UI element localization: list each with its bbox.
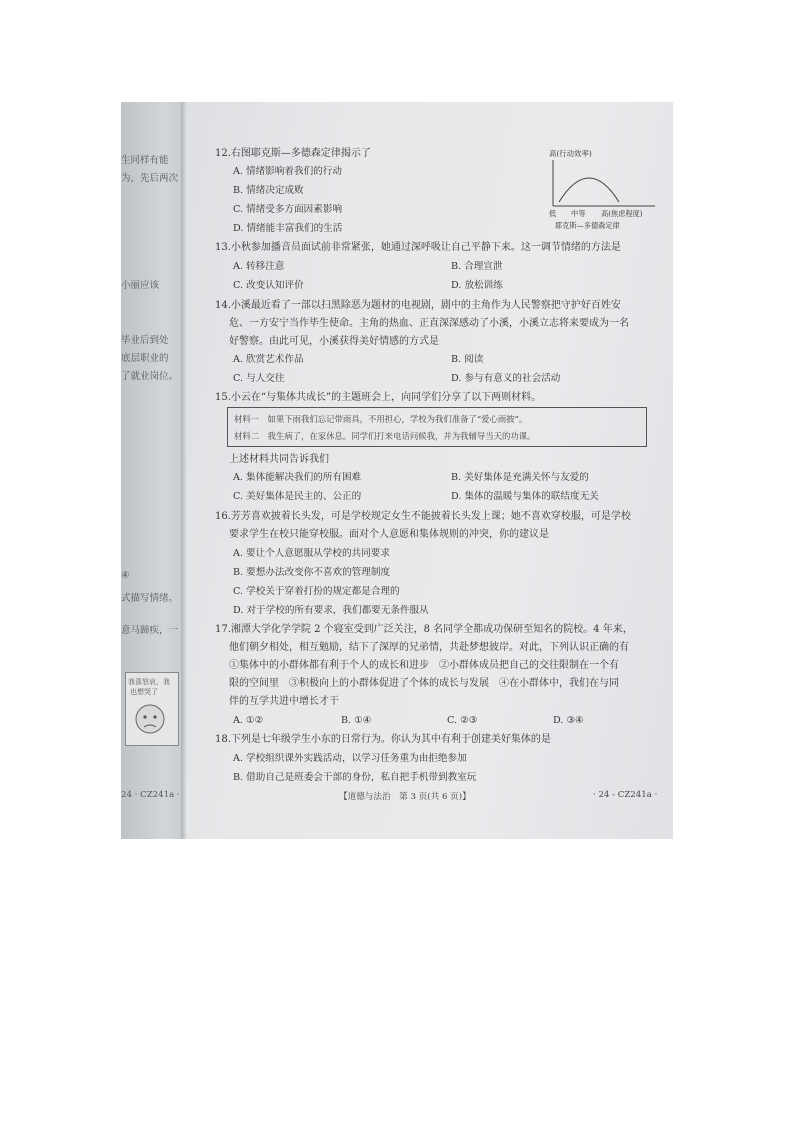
left-footer: 24 · CZ241a · xyxy=(121,790,180,800)
q14-option-d: D. 参与有意义的社会活动 xyxy=(451,373,561,384)
yerkes-dodson-graph xyxy=(549,148,659,230)
q15-materials-box xyxy=(227,407,647,447)
q16-option-b: B. 要想办法改变你不喜欢的管理制度 xyxy=(233,567,391,578)
left-fragment: 式描写情绪。 xyxy=(121,593,179,604)
q16-line: 要求学生在校只能穿校服。面对个人意愿和集体规则的冲突，你的建议是 xyxy=(229,529,549,540)
q16-option-a: A. 要让个人意愿服从学校的共同要求 xyxy=(233,548,390,559)
cartoon-speech: 也想哭了 xyxy=(130,688,158,696)
q12-option-a: A. 情绪影响着我们的行动 xyxy=(233,166,342,177)
q15-stem: 15.小云在“与集体共成长”的主题班会上，向同学们分享了以下两则材料。 xyxy=(215,392,542,403)
q15-option-a: A. 集体能解决我们的所有困难 xyxy=(233,472,362,483)
left-fragment: ④ xyxy=(121,570,130,581)
q15-ask: 上述材料共同告诉我们 xyxy=(229,454,329,465)
graph-xtick-mid: 中等 xyxy=(571,209,586,218)
q17-option-c: C. ②③ xyxy=(447,715,478,726)
book-spine xyxy=(181,102,186,839)
graph-xtick-high: 高(焦虑程度) xyxy=(601,209,643,218)
cartoon-speech: 我喜怒哀，我 xyxy=(128,678,170,686)
graph-ylabel: 高(行动效率) xyxy=(549,149,592,158)
q17-line: 限的空间里 ③积极向上的小群体促进了个体的成长与发展 ④在小群体中，我们在与同 xyxy=(229,678,619,689)
page-footer-right: · 24 - CZ241a · xyxy=(593,790,658,800)
left-fragment: 底层职业的 xyxy=(121,353,169,364)
q13-option-b: B. 合理宣泄 xyxy=(451,261,503,272)
q14-option-c: C. 与人交往 xyxy=(233,373,285,384)
q16-line: 16.芳芳喜欢披着长头发，可是学校规定女生不能披着长头发上课；她不喜欢穿校服，可是学校 xyxy=(215,511,631,522)
q15-option-d: D. 集体的温暖与集体的联结度无关 xyxy=(451,491,599,502)
q12-option-c: C. 情绪受多方面因素影响 xyxy=(233,204,343,215)
q17-option-b: B. ①④ xyxy=(341,715,372,726)
q17-option-d: D. ③④ xyxy=(553,715,584,726)
q16-option-c: C. 学校关于穿着打扮的规定都是合理的 xyxy=(233,586,400,597)
graph-caption: 耶克斯—多德森定律 xyxy=(555,221,620,230)
q14-option-a: A. 欣赏艺术作品 xyxy=(233,354,304,365)
q13-option-c: C. 改变认知评价 xyxy=(233,280,304,291)
crying-face-icon xyxy=(126,697,176,745)
q13-option-a: A. 转移注意 xyxy=(233,261,285,272)
left-fragment: 生同样有能 xyxy=(121,155,169,166)
q12-stem: 12.右图耶克斯—多德森定律揭示了 xyxy=(215,148,371,159)
q17-line: 17.湘潭大学化学学院 2 个寝室受到广泛关注，8 名同学全都成功保研至知名的院校。4 年来， xyxy=(215,624,633,635)
page-footer-center: 【道德与法治 第 3 页(共 6 页)】 xyxy=(339,792,471,802)
q14-line: 危、一方安宁当作毕生使命。主角的热血、正直深深感动了小溪，小溪立志将来要成为一名 xyxy=(229,318,629,329)
left-fragment: 意马蹄疾，一 xyxy=(121,625,179,636)
cartoon-illustration xyxy=(125,672,179,746)
q13-stem: 13.小秋参加播音员面试前非常紧张，她通过深呼吸让自己平静下来。这一调节情绪的方法是 xyxy=(215,242,621,253)
q14-line: 好警察。由此可见，小溪获得美好情感的方式是 xyxy=(229,336,439,347)
left-fragment: 了就业岗位。 xyxy=(121,371,179,382)
q17-line: ①集体中的小群体都有利于个人的成长和进步 ②小群体成员把自己的交往限制在一个有 xyxy=(229,660,619,671)
q17-line: 他们朝夕相处，相互勉励，结下了深厚的兄弟情，共赴梦想彼岸。对此，下列认识正确的有 xyxy=(229,642,629,653)
q12-option-d: D. 情绪能丰富我们的生活 xyxy=(233,223,343,234)
left-fragment: 为，先后两次 xyxy=(121,173,179,184)
q15-option-c: C. 美好集体是民主的、公正的 xyxy=(233,491,362,502)
q12-option-b: B. 情绪决定成败 xyxy=(233,185,304,196)
q15-option-b: B. 美好集体是充满关怀与友爱的 xyxy=(451,472,589,483)
q15-material-1: 材料一 如果下雨我们忘记带雨具，不用担心，学校为我们准备了“爱心雨披”。 xyxy=(234,414,528,424)
q15-material-2: 材料二 我生病了，在家休息。同学们打来电话问候我，并为我辅导当天的功课。 xyxy=(234,431,536,441)
q13-option-d: D. 放松训练 xyxy=(451,280,503,291)
exam-page-photo xyxy=(121,102,673,839)
q18-stem: 18.下列是七年级学生小东的日常行为。你认为其中有利于创建美好集体的是 xyxy=(215,734,551,745)
q18-option-a: A. 学校组织课外实践活动，以学习任务重为由拒绝参加 xyxy=(233,753,467,764)
q14-line: 14.小溪最近看了一部以扫黑除恶为题材的电视剧，剧中的主角作为人民警察把守护好百姓安 xyxy=(215,300,621,311)
left-fragment: 毕业后到处 xyxy=(121,335,169,346)
graph-xtick-low: 低 xyxy=(549,209,557,218)
q18-option-b: B. 借助自己是班委会干部的身份，私自把手机带到教室玩 xyxy=(233,772,477,783)
q16-option-d: D. 对于学校的所有要求，我们都要无条件服从 xyxy=(233,605,429,616)
left-page-edge xyxy=(121,102,183,839)
left-fragment: 小丽应该 xyxy=(121,280,160,291)
q14-option-b: B. 阅读 xyxy=(451,354,484,365)
q17-option-a: A. ①② xyxy=(233,715,264,726)
q17-line: 伴的互学共进中增长才干 xyxy=(229,696,339,707)
